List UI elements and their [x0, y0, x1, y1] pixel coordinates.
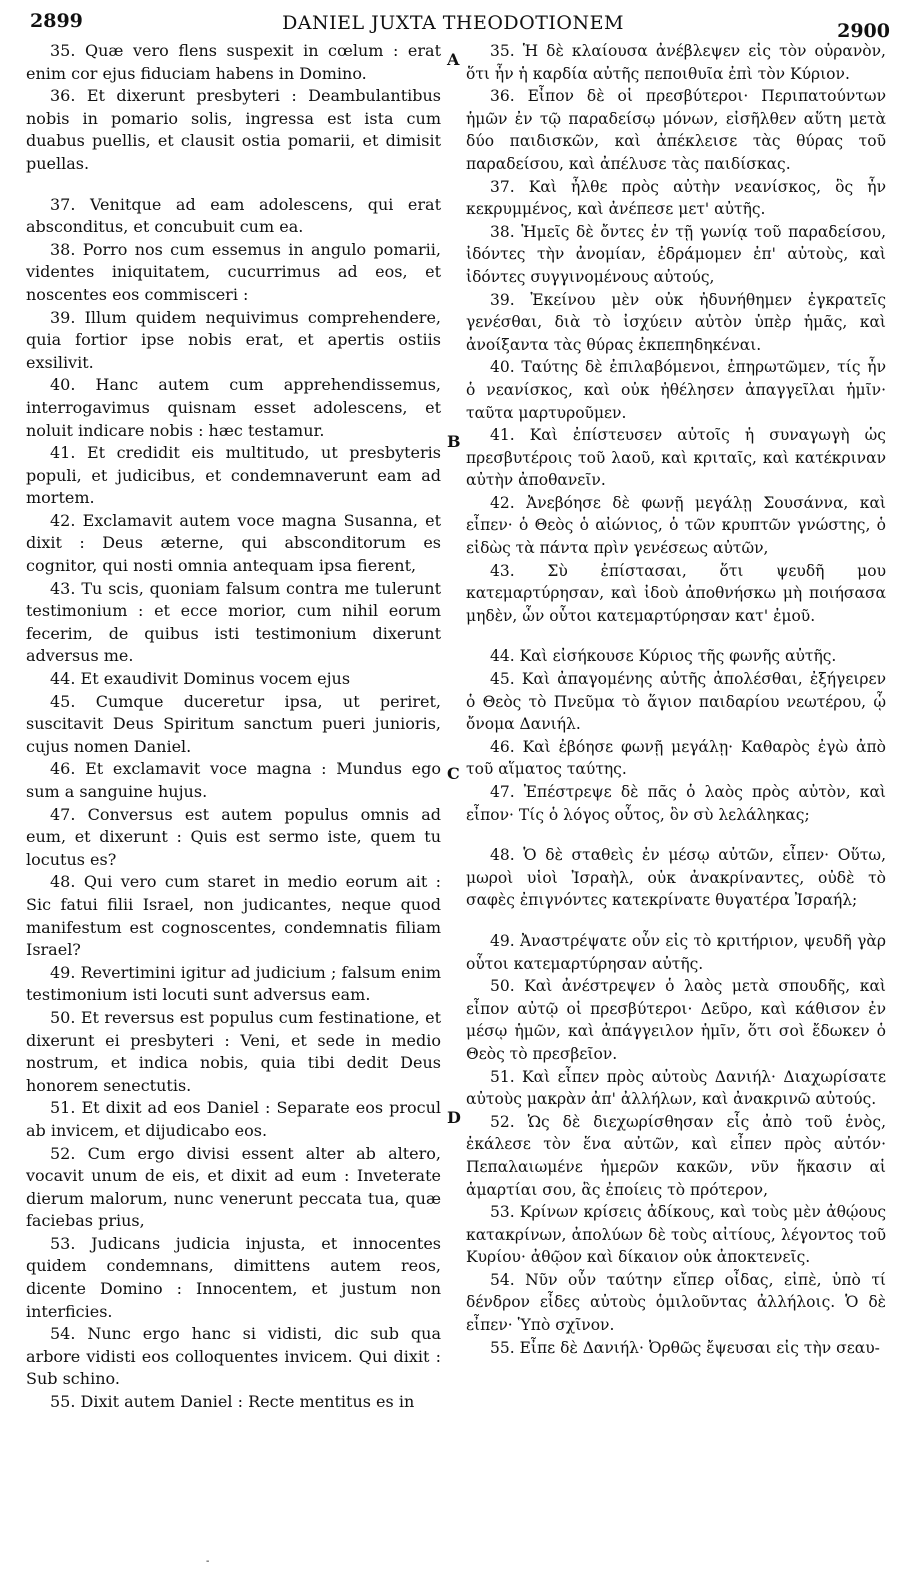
greek-column: [466, 40, 886, 1359]
greek-verse-49: 49. Ἀναστρέψατε οὖν εἰς τὸ κριτήριον, ψευδῆ γὰρ οὗτοι κατεμαρτύρησαν αὐτῆς.: [466, 931, 886, 973]
latin-verse-55: 55. Dixit autem Daniel : Recte mentitus es in: [50, 1392, 415, 1412]
margin-marker-b: B: [447, 432, 461, 451]
latin-verse-42: 42. Exclamavit autem voce magna Susanna, et dixit : Deus æterne, qui absconditorum es cognitor, qui nosti omnia antequam ipsa fierent,: [26, 510, 441, 576]
greek-verse-43: 43. Σὺ ἐπίστασαι, ὅτι ψευδῆ μου κατεμαρτύρησαν, καὶ ἰδοὺ ἀποθνήσκω μὴ ποιήσασα μηδὲν, ὧν οὗτοι κατεμαρτύρησαν κατ' ἐμοῦ.: [466, 561, 886, 625]
latin-column: [26, 40, 441, 1414]
latin-verse-48: 48. Qui vero cum staret in medio eorum ait : Sic fatui filii Israel, non judicantes, neque quod manifestum est cognoscentes, condemnatis filiam Israel?: [26, 872, 441, 960]
greek-verse-45: 45. Καὶ ἀπαγομένης αὐτῆς ἀπολέσθαι, ἐξήγειρεν ὁ Θεὸς τὸ Πνεῦμα τὸ ἅγιον παιδαρίου νεωτέρου, ᾧ ὄνομα Δανιήλ.: [466, 670, 886, 734]
greek-verse-55: 55. Εἶπε δὲ Δανιήλ· Ὀρθῶς ἔψευσαι εἰς τὴν σεαυ-: [490, 1338, 880, 1357]
latin-verse-49: 49. Revertimini igitur ad judicium ; falsum enim testimonium isti locuti sunt adversus eam.: [26, 962, 441, 1005]
greek-verse-51: 51. Καὶ εἶπεν πρὸς αὐτοὺς Δανιήλ· Διαχωρίσατε αὐτοὺς μακρὰν ἀπ' ἀλλήλων, καὶ ἀνακρινῶ αὐτούς.: [466, 1067, 886, 1109]
greek-verse-47: 47. Ἐπέστρεψε δὲ πᾶς ὁ λαὸς πρὸς αὐτὸν, καὶ εἶπον· Τίς ὁ λόγος οὗτος, ὃν σὺ λελάληκας;: [466, 783, 886, 824]
greek-verse-35: 35. Ἡ δὲ κλαίουσα ἀνέβλεψεν εἰς τὸν οὐρανὸν, ὅτι ἦν ἡ καρδία αὐτῆς πεποιθυῖα ἐπὶ τὸν Κύριον.: [466, 42, 886, 83]
footer-mark: -: [206, 1556, 210, 1567]
running-header: [0, 6, 906, 42]
latin-verse-39: 39. Illum quidem nequivimus comprehendere, quia fortior ipse nobis erat, et apertis ostiis exsilivit.: [26, 307, 441, 372]
margin-marker-c: C: [447, 764, 460, 783]
latin-verse-47: 47. Conversus est autem populus omnis ad eum, et dixerunt : Quis est sermo iste, quem tu locutus es?: [26, 804, 441, 869]
latin-verse-35: 35. Quæ vero flens suspexit in cœlum : erat enim cor ejus fiduciam habens in Domino.: [26, 41, 441, 83]
latin-verse-36: 36. Et dixerunt presbyteri : Deambulantibus nobis in pomario solis, ingressa est ista cum duabus puellis, et clausit ostia pomarii, et dimisit puellas.: [26, 86, 441, 173]
page-number-left: 2899: [30, 10, 83, 32]
greek-verse-50: 50. Καὶ ἀνέστρεψεν ὁ λαὸς μετὰ σπουδῆς, καὶ εἶπον αὐτῷ οἱ πρεσβύτεροι· Δεῦρο, καὶ κάθισον ἐν μέσῳ ἡμῶν, καὶ ἀπάγγειλον ἡμῖν, ὅτι σοὶ ἔδωκεν ὁ Θεὸς τὸ πρεσβεῖον.: [466, 977, 886, 1063]
margin-marker-a: A: [447, 50, 460, 69]
greek-verse-46: 46. Καὶ ἐβόησε φωνῇ μεγάλῃ· Καθαρὸς ἐγὼ ἀπὸ τοῦ αἵματος ταύτης.: [466, 737, 886, 779]
greek-verse-53: 53. Κρίνων κρίσεις ἀδίκους, καὶ τοὺς μὲν ἀθῴους κατακρίνων, ἀπολύων δὲ τοὺς αἰτίους, λέγοντος τοῦ Κυρίου· ἀθῷον καὶ δίκαιον οὐκ ἀποκτενεῖς.: [466, 1203, 886, 1267]
greek-verse-52: 52. Ὡς δὲ διεχωρίσθησαν εἷς ἀπὸ τοῦ ἑνὸς, ἐκάλεσε τὸν ἕνα αὐτῶν, καὶ εἶπεν πρὸς αὐτόν· Πεπαλαιωμένε ἡμερῶν κακῶν, νῦν ἥκασιν αἱ ἁμαρτίαι σου, ἃς ἐποίεις τὸ πρότερον,: [466, 1112, 886, 1199]
running-title: DANIEL JUXTA THEODOTIONEM: [282, 12, 624, 34]
latin-verse-54: 54. Nunc ergo hanc si vidisti, dic sub qua arbore vidisti eos colloquentes invicem. Qui dixit : Sub schino.: [26, 1324, 441, 1389]
latin-verse-50: 50. Et reversus est populus cum festinatione, et dixerunt ei presbyteri : Veni, et sede in medio nostrum, et indica nobis, quia tibi dedit Deus honorem senectutis.: [26, 1007, 441, 1095]
latin-verse-43: 43. Tu scis, quoniam falsum contra me tulerunt testimonium : et ecce morior, cum nihil eorum fecerim, de quibus isti testimonium dixerunt adversus me.: [26, 578, 441, 666]
latin-verse-37: 37. Venitque ad eam adolescens, qui erat absconditus, et concubuit cum ea.: [26, 194, 441, 237]
latin-verse-52: 52. Cum ergo divisi essent alter ab altero, vocavit unum de eis, et dixit ad eum : Inveterate dierum malorum, nunc venerunt peccata tua, quæ faciebas prius,: [26, 1143, 441, 1231]
latin-verse-41: 41. Et credidit eis multitudo, ut presbyteris populi, et judicibus, et condemnaverunt eam ad mortem.: [26, 443, 441, 508]
margin-marker-d: D: [447, 1108, 461, 1127]
latin-verse-44: 44. Et exaudivit Dominus vocem ejus: [50, 669, 351, 689]
latin-verse-38: 38. Porro nos cum essemus in angulo pomarii, videntes iniquitatem, cucurrimus ad eos, et noscentes eos commisceri :: [26, 239, 441, 304]
greek-verse-44: 44. Καὶ εἰσήκουσε Κύριος τῆς φωνῆς αὐτῆς.: [490, 647, 837, 666]
latin-verse-45: 45. Cumque duceretur ipsa, ut periret, suscitavit Deus Spiritum sanctum pueri junioris, cujus nomen Daniel.: [26, 691, 441, 756]
greek-verse-38: 38. Ἡμεῖς δὲ ὄντες ἐν τῇ γωνίᾳ τοῦ παραδείσου, ἰδόντες τὴν ἀνομίαν, ἐδράμομεν ἐπ' αὐτοὺς, καὶ ἰδόντες συγγινομένους αὐτούς,: [466, 222, 886, 286]
latin-verse-40: 40. Hanc autem cum apprehendissemus, interrogavimus quisnam esset adolescens, et noluit indicare nobis : hæc testamur.: [26, 375, 441, 440]
greek-verse-54: 54. Νῦν οὖν ταύτην εἴπερ οἶδας, εἰπὲ, ὑπὸ τί δένδρον εἶδες αὐτοὺς ὁμιλοῦντας ἀλλήλοις. Ὁ δὲ εἶπεν· Ὑπὸ σχῖνον.: [466, 1270, 886, 1335]
latin-verse-46: 46. Et exclamavit voce magna : Mundus ego sum a sanguine hujus.: [26, 759, 441, 801]
greek-verse-39: 39. Ἐκείνου μὲν οὐκ ἠδυνήθημεν ἐγκρατεῖς γενέσθαι, διὰ τὸ ἰσχύειν αὐτὸν ὑπὲρ ἡμᾶς, καὶ ἀνοίξαντα τὰς θύρας ἐκπεπηδηκέναι.: [466, 290, 886, 354]
greek-verse-41: 41. Καὶ ἐπίστευσεν αὐτοῖς ἡ συναγωγὴ ὡς πρεσβυτέροις τοῦ λαοῦ, καὶ κριταῖς, καὶ κατέκριναν αὐτὴν ἀποθανεῖν.: [466, 426, 886, 490]
greek-verse-42: 42. Ἀνεβόησε δὲ φωνῇ μεγάλῃ Σουσάννα, καὶ εἶπεν· ὁ Θεὸς ὁ αἰώνιος, ὁ τῶν κρυπτῶν γνώστης, ὁ εἰδὼς τὰ πάντα πρὶν γενέσεως αὐτῶν,: [466, 493, 886, 558]
greek-verse-36: 36. Εἶπον δὲ οἱ πρεσβύτεροι· Περιπατούντων ἡμῶν ἐν τῷ παραδείσῳ μόνων, εἰσῆλθεν αὕτη μετὰ δύο παιδισκῶν, καὶ ἀπέκλεισε τὰς θύρας τοῦ παραδείσου, καὶ ἀπέλυσε τὰς παιδίσκας.: [466, 87, 886, 173]
latin-verse-53: 53. Judicans judicia injusta, et innocentes quidem condemnans, dimittens autem reos, dicente Domino : Innocentem, et justum non interficies.: [26, 1233, 441, 1321]
latin-verse-51: 51. Et dixit ad eos Daniel : Separate eos procul ab invicem, et dijudicabo eos.: [26, 1098, 441, 1140]
page-number-right: 2900: [837, 20, 890, 42]
greek-verse-37: 37. Καὶ ἦλθε πρὸς αὐτὴν νεανίσκος, ὃς ἦν κεκρυμμένος, καὶ ἀνέπεσε μετ' αὐτῆς.: [466, 177, 886, 219]
greek-verse-48: 48. Ὁ δὲ σταθεὶς ἐν μέσῳ αὐτῶν, εἶπεν· Οὕτω, μωροὶ υἱοὶ Ἰσραὴλ, οὐκ ἀνακρίναντες, οὐδὲ τὸ σαφὲς ἐπιγνόντες κατεκρίνατε θυγατέρα Ἰσραήλ;: [466, 846, 886, 910]
greek-verse-40: 40. Ταύτης δὲ ἐπιλαβόμενοι, ἐπηρωτῶμεν, τίς ἦν ὁ νεανίσκος, καὶ οὐκ ἠθέλησεν ἀπαγγεῖλαι ἡμῖν· ταῦτα μαρτυροῦμεν.: [466, 358, 886, 422]
